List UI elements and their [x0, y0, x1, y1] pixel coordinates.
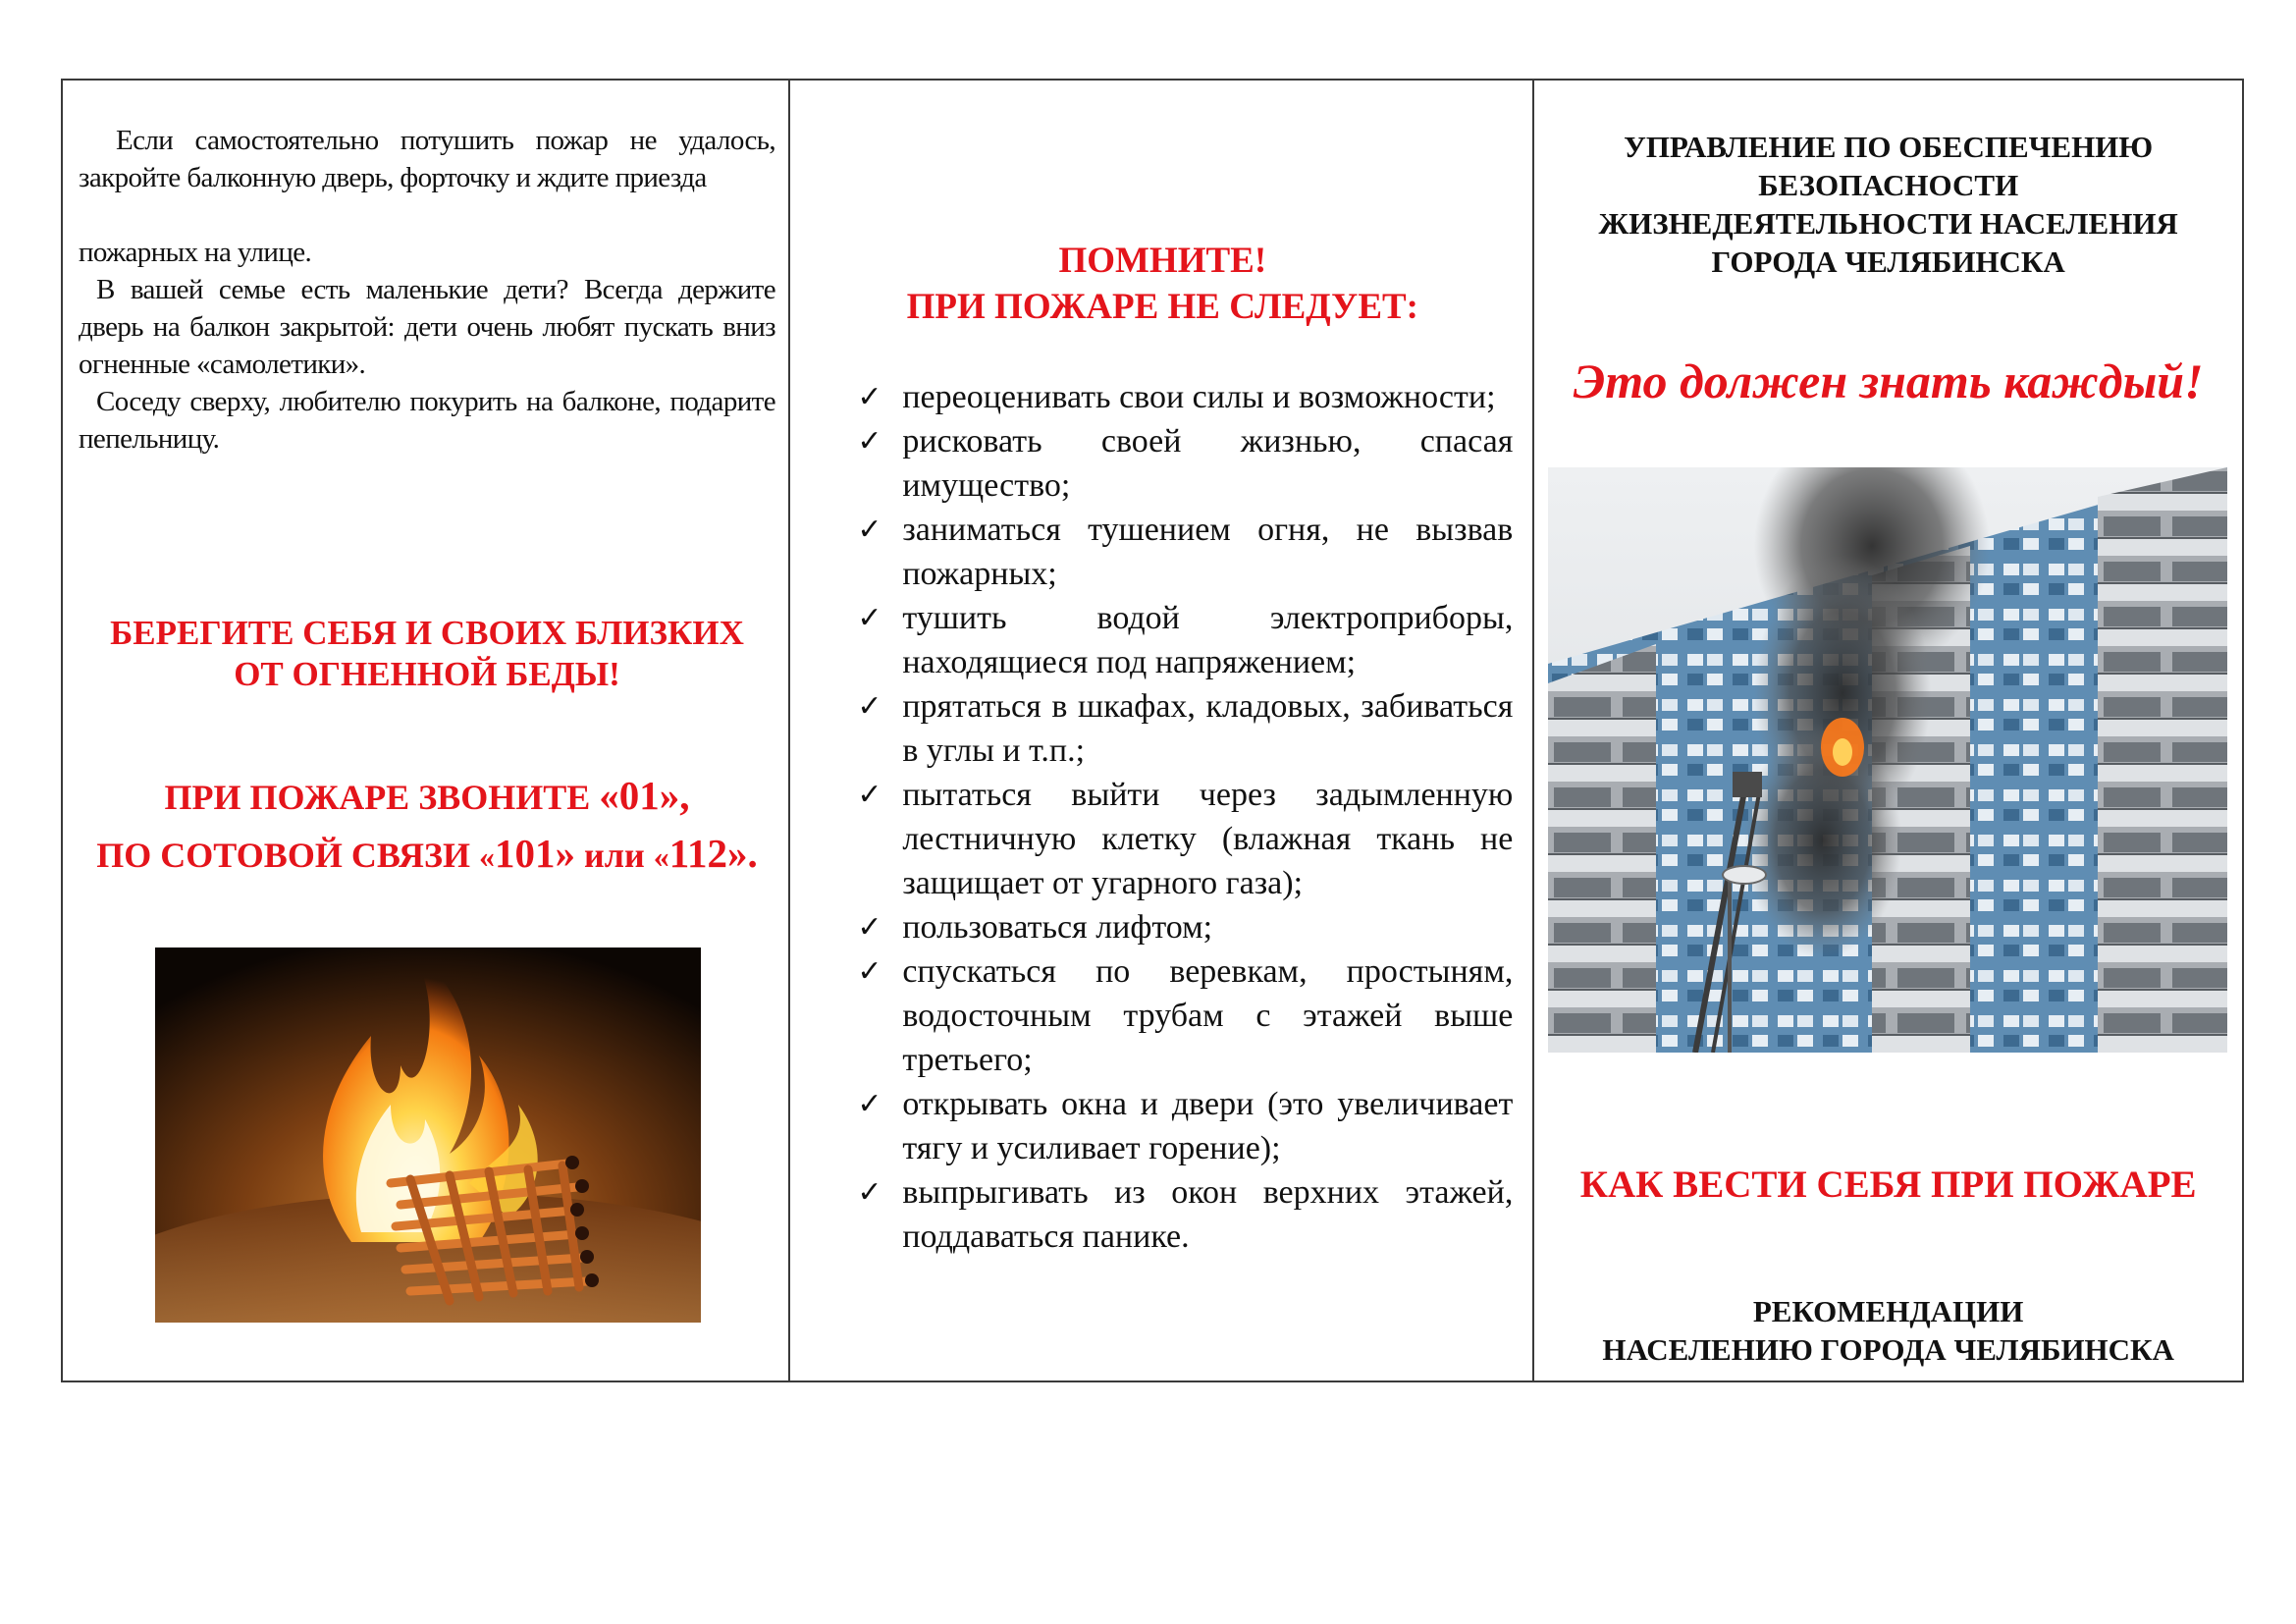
list-item-text: переоценивать свои силы и возможности;: [902, 379, 1496, 415]
list-item: [857, 1082, 1513, 1170]
quote-open-1: «: [479, 839, 496, 874]
middle-panel: [790, 81, 1533, 1380]
recommendations-line-1: РЕКОМЕНДАЦИИ: [1752, 1294, 2024, 1328]
slogan: Это должен знать каждый!: [1573, 353, 2204, 408]
agency-line-4: ГОРОДА ЧЕЛЯБИНСКА: [1711, 244, 2065, 279]
list-item: [857, 905, 1513, 949]
advice-paragraph-1: Если самостоятельно потушить пожар не удалось, закройте балконную дверь, форточку и ждите приезда: [79, 125, 775, 193]
checkmark-icon: ✓: [857, 424, 882, 459]
agency-line-1: УПРАВЛЕНИЕ ПО ОБЕСПЕЧЕНИЮ: [1624, 130, 2154, 164]
care-warning: [63, 613, 791, 695]
agency-line-3: ЖИЗНЕДЕЯТЕЛЬНОСТИ НАСЕЛЕНИЯ: [1598, 206, 2178, 241]
call-mobile-prefix: ПО СОТОВОЙ СВЯЗИ: [96, 836, 480, 875]
list-item-text: рисковать своей жизнью, спасая имущество;: [902, 423, 1514, 504]
call-or: или: [575, 836, 654, 875]
remember-title: ПОМНИТЕ!: [1058, 241, 1267, 281]
list-item-text: выпрыгивать из окон верхних этажей, поддаваться панике.: [902, 1174, 1514, 1255]
list-item-text: заниматься тушением огня, не вызвав пожарных;: [902, 512, 1514, 592]
list-item: [857, 684, 1513, 773]
list-item-text: открывать окна и двери (это увеличивает тягу и усиливает горение);: [902, 1086, 1514, 1166]
recommendations-line-2: НАСЕЛЕНИЮ ГОРОДА ЧЕЛЯБИНСКА: [1602, 1332, 2174, 1367]
do-not-title: ПРИ ПОЖАРЕ НЕ СЛЕДУЕТ:: [906, 287, 1419, 327]
call-number-101: 101»: [495, 831, 576, 876]
care-warning-line-2: ОТ ОГНЕННОЙ БЕДЫ!: [234, 655, 620, 693]
list-item: [857, 773, 1513, 905]
quote-open-2: «: [653, 839, 669, 874]
list-item: [857, 508, 1513, 596]
brochure-title: КАК ВЕСТИ СЕБЯ ПРИ ПОЖАРЕ: [1579, 1164, 2197, 1206]
list-item-text: тушить водой электроприборы, находящиеся под напряжением;: [902, 600, 1514, 680]
advice-paragraph-1-continued: пожарных на улице.: [79, 237, 312, 268]
advice-text: [79, 122, 775, 458]
remember-heading: [790, 238, 1534, 330]
advice-paragraph-2: В вашей семье есть маленькие дети? Всегда держите дверь на балкон закрытой: дети очень любят пускать вниз огненные «самолетики».: [79, 274, 775, 380]
checkmark-icon: ✓: [857, 380, 882, 414]
checkmark-icon: ✓: [857, 778, 882, 812]
checkmark-icon: ✓: [857, 689, 882, 724]
checkmark-icon: ✓: [857, 910, 882, 945]
checkmark-icon: ✓: [857, 954, 882, 989]
burning-matches-photo: [155, 947, 701, 1323]
right-panel: [1534, 81, 2242, 1380]
call-number-01: «01»,: [599, 773, 690, 818]
call-number-112: 112».: [668, 831, 758, 876]
checkmark-icon: ✓: [857, 513, 882, 547]
do-not-list: [857, 375, 1513, 1259]
list-item: [857, 1170, 1513, 1259]
agency-name: [1534, 128, 2243, 281]
list-item: [857, 375, 1513, 419]
checkmark-icon: ✓: [857, 1087, 882, 1121]
emergency-numbers: [63, 768, 791, 885]
list-item: [857, 419, 1513, 508]
checkmark-icon: ✓: [857, 601, 882, 635]
list-item: [857, 596, 1513, 684]
list-item-text: пытаться выйти через задымленную лестничную клетку (влажная ткань не защищает от угарного газа);: [902, 777, 1514, 901]
recommendations-caption: [1534, 1292, 2243, 1369]
advice-paragraph-3: Соседу сверху, любителю покурить на балконе, подарите пепельницу.: [79, 386, 775, 455]
list-item-text: пользоваться лифтом;: [902, 909, 1213, 946]
list-item-text: прятаться в шкафах, кладовых, забиваться в углы и т.п.;: [902, 688, 1514, 769]
care-warning-line-1: БЕРЕГИТЕ СЕБЯ И СВОИХ БЛИЗКИХ: [110, 614, 744, 652]
left-panel: [63, 81, 790, 1380]
burning-building-photo: [1548, 467, 2227, 1053]
call-prefix: ПРИ ПОЖАРЕ ЗВОНИТЕ: [164, 778, 600, 817]
brochure-sheet: [61, 79, 2244, 1382]
list-item: [857, 949, 1513, 1082]
list-item-text: спускаться по веревкам, простыням, водосточным трубам с этажей выше третьего;: [902, 953, 1514, 1078]
checkmark-icon: ✓: [857, 1175, 882, 1210]
agency-line-2: БЕЗОПАСНОСТИ: [1758, 168, 2019, 202]
